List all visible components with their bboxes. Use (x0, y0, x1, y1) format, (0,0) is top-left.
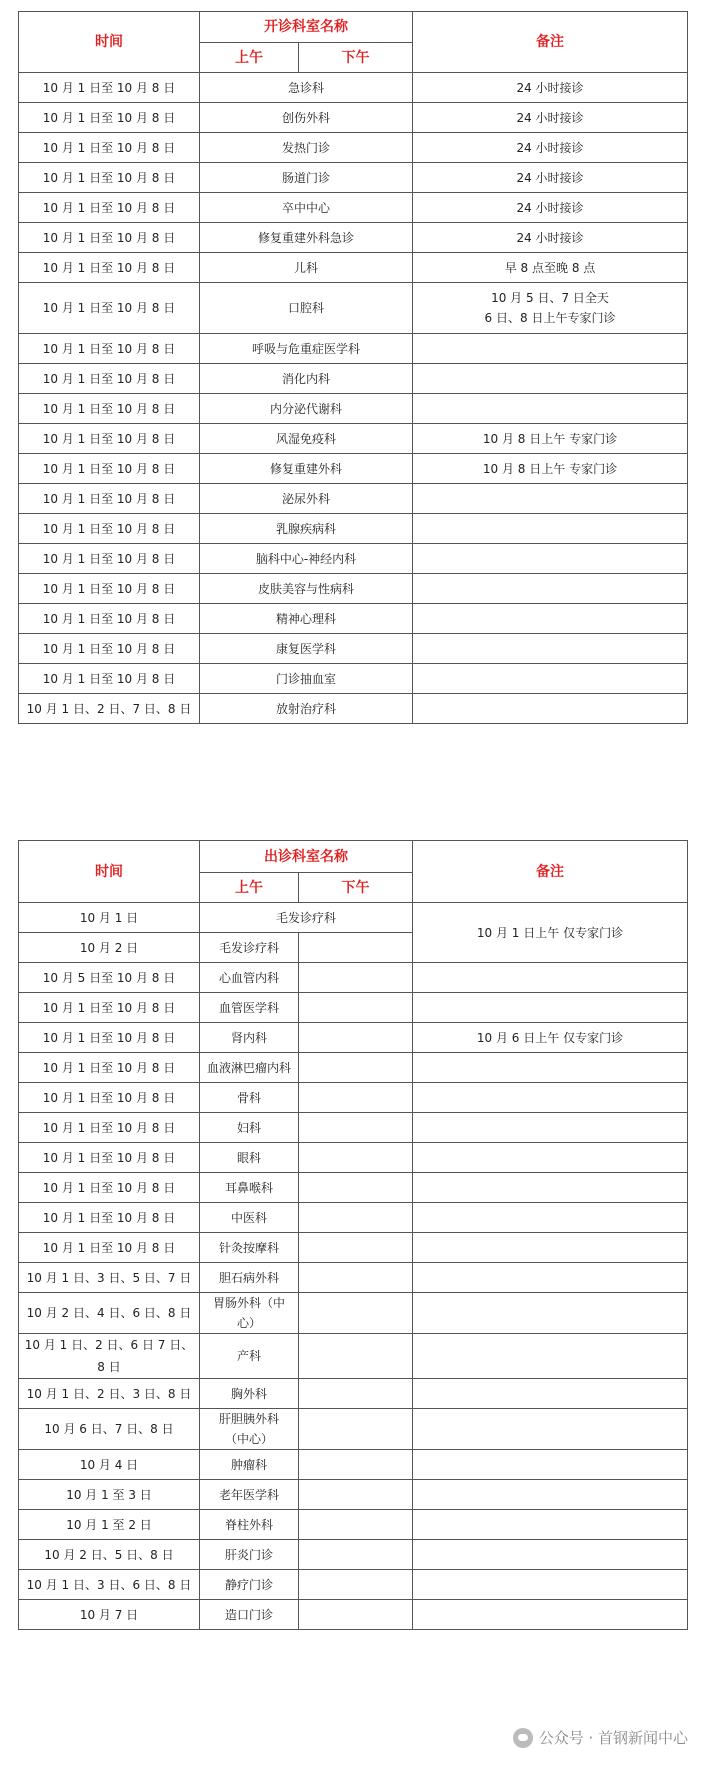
time-cell: 10 月 1 日至 10 月 8 日 (19, 664, 200, 694)
table-row (19, 1480, 688, 1510)
table-row (19, 1293, 688, 1334)
clinic-departments-table (18, 840, 688, 1630)
note-cell (413, 1510, 688, 1540)
watermark-text: 公众号 · 首钢新闻中心 (538, 1729, 688, 1747)
pm-cell (299, 1480, 413, 1510)
pm-cell (299, 1450, 413, 1480)
pm-cell (299, 1334, 413, 1379)
header-am: 上午 (200, 873, 299, 903)
time-cell: 10 月 1 日至 10 月 8 日 (19, 394, 200, 424)
time-cell: 10 月 1 至 3 日 (19, 1480, 200, 1510)
dept-cell: 精神心理科 (200, 604, 413, 634)
table-row (19, 993, 688, 1023)
table-row (19, 963, 688, 993)
table-row (19, 1540, 688, 1570)
note-cell: 24 小时接诊 (413, 193, 688, 223)
header-pm: 下午 (299, 873, 413, 903)
note-cell (413, 574, 688, 604)
note-cell (413, 1409, 688, 1450)
dept-cell: 内分泌代谢科 (200, 394, 413, 424)
note-cell (413, 694, 688, 724)
dept-cell: 皮肤美容与性病科 (200, 574, 413, 604)
wechat-icon (513, 1728, 533, 1748)
table-row (19, 1510, 688, 1540)
time-cell: 10 月 1 日至 10 月 8 日 (19, 1233, 200, 1263)
dept-cell: 口腔科 (200, 283, 413, 334)
header-note: 备注 (413, 841, 688, 903)
note-cell (413, 1379, 688, 1409)
header-dept-group: 出诊科室名称 (200, 841, 413, 873)
note-cell (413, 1113, 688, 1143)
table-row (19, 163, 688, 193)
table-row (19, 1203, 688, 1233)
time-cell: 10 月 1 日至 10 月 8 日 (19, 1173, 200, 1203)
note-cell (413, 664, 688, 694)
dept-cell: 修复重建外科急诊 (200, 223, 413, 253)
pm-cell (299, 1083, 413, 1113)
dept-cell: 呼吸与危重症医学科 (200, 334, 413, 364)
am-cell: 妇科 (200, 1113, 299, 1143)
pm-cell (299, 963, 413, 993)
time-cell: 10 月 1 日至 10 月 8 日 (19, 193, 200, 223)
time-cell: 10 月 4 日 (19, 1450, 200, 1480)
dept-cell: 放射治疗科 (200, 694, 413, 724)
am-cell: 胸外科 (200, 1379, 299, 1409)
dept-cell: 门诊抽血室 (200, 664, 413, 694)
time-cell: 10 月 1 日至 10 月 8 日 (19, 993, 200, 1023)
dept-cell: 发热门诊 (200, 133, 413, 163)
am-cell: 脊柱外科 (200, 1510, 299, 1540)
am-cell: 肾内科 (200, 1023, 299, 1053)
pm-cell (299, 1570, 413, 1600)
table-row (19, 133, 688, 163)
am-cell: 心血管内科 (200, 963, 299, 993)
note-cell (413, 1233, 688, 1263)
time-cell: 10 月 1 日 (19, 903, 200, 933)
pm-cell (299, 1293, 413, 1334)
note-cell: 10 月 6 日上午 仅专家门诊 (413, 1023, 688, 1053)
time-cell: 10 月 1 日至 10 月 8 日 (19, 1053, 200, 1083)
note-cell (413, 1083, 688, 1113)
note-cell (413, 634, 688, 664)
pm-cell (299, 1113, 413, 1143)
dept-cell: 修复重建外科 (200, 454, 413, 484)
note-cell: 早 8 点至晚 8 点 (413, 253, 688, 283)
dept-line: 心） (236, 1316, 261, 1330)
note-cell (413, 1143, 688, 1173)
time-cell: 10 月 1 日至 10 月 8 日 (19, 1023, 200, 1053)
time-cell: 10 月 1 日至 10 月 8 日 (19, 1143, 200, 1173)
table-row (19, 223, 688, 253)
header-time: 时间 (19, 841, 200, 903)
am-cell: 静疗门诊 (200, 1570, 299, 1600)
table-row (19, 664, 688, 694)
dept-cell: 急诊科 (200, 73, 413, 103)
table-row (19, 574, 688, 604)
pm-cell (299, 1510, 413, 1540)
time-cell: 10 月 1 日至 10 月 8 日 (19, 1203, 200, 1233)
header-am: 上午 (200, 43, 299, 73)
pm-cell (299, 1053, 413, 1083)
time-cell: 10 月 7 日 (19, 1600, 200, 1630)
note-cell (413, 963, 688, 993)
note-cell: 10 月 8 日上午 专家门诊 (413, 424, 688, 454)
note-cell: 24 小时接诊 (413, 223, 688, 253)
note-line: 6 日、8 日上午专家门诊 (484, 311, 616, 325)
table-row (19, 1334, 688, 1379)
dept-cell: 康复医学科 (200, 634, 413, 664)
note-cell (413, 544, 688, 574)
dept-line: 胃肠外科（中 (212, 1296, 285, 1310)
time-cell: 10 月 1 日至 10 月 8 日 (19, 73, 200, 103)
dept-cell: 风湿免疫科 (200, 424, 413, 454)
table-row (19, 364, 688, 394)
table-row (19, 1450, 688, 1480)
table-row (19, 903, 688, 933)
note-cell: 24 小时接诊 (413, 103, 688, 133)
pm-cell (299, 1409, 413, 1450)
table-row (19, 1570, 688, 1600)
dept-cell: 消化内科 (200, 364, 413, 394)
time-cell: 10 月 6 日、7 日、8 日 (19, 1409, 200, 1450)
time-cell: 10 月 1 日至 10 月 8 日 (19, 1083, 200, 1113)
pm-cell (299, 933, 413, 963)
note-cell (413, 364, 688, 394)
time-cell: 10 月 1 日至 10 月 8 日 (19, 283, 200, 334)
am-cell: 耳鼻喉科 (200, 1173, 299, 1203)
table-row (19, 1143, 688, 1173)
note-cell (413, 1480, 688, 1510)
time-cell: 10 月 1 日至 10 月 8 日 (19, 1113, 200, 1143)
table-row (19, 1113, 688, 1143)
table-row (19, 1600, 688, 1630)
note-cell (413, 1570, 688, 1600)
time-cell: 10 月 1 日至 10 月 8 日 (19, 514, 200, 544)
time-cell: 10 月 1 日至 10 月 8 日 (19, 634, 200, 664)
note-cell (413, 514, 688, 544)
time-cell: 10 月 1 日至 10 月 8 日 (19, 544, 200, 574)
am-cell: 眼科 (200, 1143, 299, 1173)
pm-cell (299, 1143, 413, 1173)
dept-cell: 儿科 (200, 253, 413, 283)
am-cell: 针灸按摩科 (200, 1233, 299, 1263)
time-cell: 10 月 1 日至 10 月 8 日 (19, 574, 200, 604)
dept-cell: 毛发诊疗科 (200, 903, 413, 933)
note-cell: 24 小时接诊 (413, 163, 688, 193)
am-cell: 毛发诊疗科 (200, 933, 299, 963)
table-row (19, 253, 688, 283)
note-cell (413, 1450, 688, 1480)
table-row (19, 1379, 688, 1409)
table-row (19, 424, 688, 454)
table-row (19, 193, 688, 223)
note-cell: 10 月 1 日上午 仅专家门诊 (413, 903, 688, 963)
table-row (19, 1173, 688, 1203)
time-cell: 10 月 1 日、3 日、5 日、7 日 (19, 1263, 200, 1293)
pm-cell (299, 1203, 413, 1233)
table-row (19, 484, 688, 514)
table-row (19, 1023, 688, 1053)
table-row (19, 604, 688, 634)
pm-cell (299, 1233, 413, 1263)
note-cell (413, 1334, 688, 1379)
am-cell (200, 1409, 299, 1450)
table-row (19, 454, 688, 484)
am-cell: 肝炎门诊 (200, 1540, 299, 1570)
note-cell (413, 1600, 688, 1630)
time-cell: 10 月 1 日至 10 月 8 日 (19, 484, 200, 514)
time-cell: 10 月 1 日至 10 月 8 日 (19, 334, 200, 364)
note-cell (413, 1203, 688, 1233)
note-cell (413, 283, 688, 334)
note-cell (413, 604, 688, 634)
table-row (19, 283, 688, 334)
note-cell (413, 394, 688, 424)
dept-cell: 乳腺疾病科 (200, 514, 413, 544)
dept-cell: 创伤外科 (200, 103, 413, 133)
am-cell: 肿瘤科 (200, 1450, 299, 1480)
time-cell: 10 月 1 日至 10 月 8 日 (19, 454, 200, 484)
time-cell: 10 月 1 日至 10 月 8 日 (19, 253, 200, 283)
table-row (19, 1083, 688, 1113)
header-note: 备注 (413, 12, 688, 73)
open-departments-table (18, 11, 688, 724)
am-cell (200, 1293, 299, 1334)
time-cell: 10 月 1 日、2 日、6 日 7 日、8 日 (19, 1334, 200, 1379)
table-row (19, 1233, 688, 1263)
dept-line: （中心） (224, 1432, 273, 1446)
note-cell (413, 1293, 688, 1334)
time-cell: 10 月 1 日至 10 月 8 日 (19, 163, 200, 193)
header-dept-group: 开诊科室名称 (200, 12, 413, 43)
note-line: 10 月 5 日、7 日全天 (491, 291, 609, 305)
note-cell: 24 小时接诊 (413, 133, 688, 163)
pm-cell (299, 1263, 413, 1293)
table-row (19, 544, 688, 574)
note-cell (413, 1053, 688, 1083)
time-cell: 10 月 2 日 (19, 933, 200, 963)
note-cell (413, 993, 688, 1023)
am-cell: 胆石病外科 (200, 1263, 299, 1293)
time-cell: 10 月 2 日、5 日、8 日 (19, 1540, 200, 1570)
note-cell (413, 1263, 688, 1293)
table-row (19, 73, 688, 103)
note-cell (413, 1540, 688, 1570)
time-cell: 10 月 1 日至 10 月 8 日 (19, 103, 200, 133)
watermark (513, 1727, 688, 1748)
time-cell: 10 月 1 日、3 日、6 日、8 日 (19, 1570, 200, 1600)
pm-cell (299, 1600, 413, 1630)
am-cell: 中医科 (200, 1203, 299, 1233)
dept-cell: 卒中中心 (200, 193, 413, 223)
note-cell (413, 1173, 688, 1203)
time-cell: 10 月 2 日、4 日、6 日、8 日 (19, 1293, 200, 1334)
dept-line: 肝胆胰外科 (218, 1412, 279, 1426)
dept-cell: 肠道门诊 (200, 163, 413, 193)
table-row (19, 394, 688, 424)
am-cell: 产科 (200, 1334, 299, 1379)
table-row (19, 694, 688, 724)
time-cell: 10 月 1 日至 10 月 8 日 (19, 133, 200, 163)
pm-cell (299, 1540, 413, 1570)
note-cell: 10 月 8 日上午 专家门诊 (413, 454, 688, 484)
note-cell (413, 334, 688, 364)
header-pm: 下午 (299, 43, 413, 73)
time-cell: 10 月 1 日、2 日、7 日、8 日 (19, 694, 200, 724)
am-cell: 血液淋巴瘤内科 (200, 1053, 299, 1083)
time-cell: 10 月 1 至 2 日 (19, 1510, 200, 1540)
dept-cell: 脑科中心-神经内科 (200, 544, 413, 574)
time-cell: 10 月 1 日至 10 月 8 日 (19, 223, 200, 253)
note-cell: 24 小时接诊 (413, 73, 688, 103)
time-cell: 10 月 1 日至 10 月 8 日 (19, 424, 200, 454)
time-cell: 10 月 1 日至 10 月 8 日 (19, 364, 200, 394)
table-row (19, 1263, 688, 1293)
note-cell (413, 484, 688, 514)
time-cell: 10 月 1 日、2 日、3 日、8 日 (19, 1379, 200, 1409)
table-row (19, 334, 688, 364)
am-cell: 造口门诊 (200, 1600, 299, 1630)
table-row (19, 1053, 688, 1083)
table-row (19, 1409, 688, 1450)
pm-cell (299, 1379, 413, 1409)
time-cell: 10 月 5 日至 10 月 8 日 (19, 963, 200, 993)
am-cell: 骨科 (200, 1083, 299, 1113)
table-row (19, 634, 688, 664)
am-cell: 老年医学科 (200, 1480, 299, 1510)
table-row (19, 514, 688, 544)
pm-cell (299, 1173, 413, 1203)
dept-cell: 泌尿外科 (200, 484, 413, 514)
am-cell: 血管医学科 (200, 993, 299, 1023)
pm-cell (299, 1023, 413, 1053)
pm-cell (299, 993, 413, 1023)
header-time: 时间 (19, 12, 200, 73)
time-cell: 10 月 1 日至 10 月 8 日 (19, 604, 200, 634)
table-row (19, 103, 688, 133)
